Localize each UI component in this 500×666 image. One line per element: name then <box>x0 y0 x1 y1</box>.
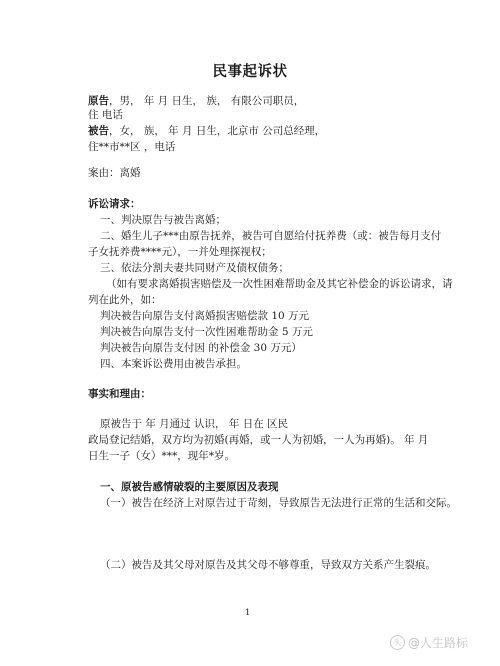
plaintiff-line-2: 住 电话 <box>88 109 123 121</box>
claim-line: 二、婚生儿子***由原告抚养，被告可自愿给付抚养费（或：被告每月支付 <box>100 230 442 242</box>
claim-line: 列在此外，如： <box>88 294 162 306</box>
section-heading: 一、原被告感情破裂的主要原因及表现 <box>100 481 279 493</box>
claim-line: 子女抚养费****元），一并处理探视权； <box>88 246 272 258</box>
facts-line: 日生一子（女）***，现年*岁。 <box>88 450 235 462</box>
watermark-logo-icon: 头 <box>390 635 405 650</box>
claim-line: 四、本案诉讼费用由被告承担。 <box>100 358 247 370</box>
watermark-text: @人生路标 <box>408 636 469 650</box>
watermark <box>390 634 468 651</box>
claim-line: 判决被告向原告支付因 的补偿金 30 万元） <box>100 342 302 354</box>
claims-heading: 诉讼请求： <box>88 198 141 210</box>
facts-line: 原被告于 年 月通过 认识， 年 日在 区民 <box>100 418 289 430</box>
section-line: （二）被告及其父母对原告及其父母不够尊重，导致双方关系产生裂痕。 <box>100 559 436 571</box>
plaintiff-label: 原告 <box>88 95 109 107</box>
defendant-line-2: 住**市**区 ，电话 <box>88 141 176 153</box>
plaintiff-line-1 <box>88 94 304 108</box>
claim-line: 判决被告向原告支付一次性困难帮助金 5 万元 <box>100 326 313 338</box>
claim-line: 一、判决原告与被告离婚； <box>100 214 226 226</box>
case-cause: 案由：离婚 <box>88 167 141 179</box>
defendant-line-1 <box>88 124 325 138</box>
defendant-label: 被告 <box>88 125 109 137</box>
defendant-details: ，女， 族， 年 月 日生，北京市 公司总经理， <box>109 125 326 137</box>
claim-line: 判决被告向原告支付离婚损害赔偿款 10 万元 <box>100 310 310 322</box>
document-title: 民事起诉状 <box>212 63 288 80</box>
facts-line: 政局登记结婚，双方均为初婚(再婚，或一人为初婚，一人为再婚)。 年 月 <box>88 434 429 446</box>
section-line: （一）被告在经济上对原告过于苛刻，导致原告无法进行正常的生活和交际。 <box>100 497 457 509</box>
page-number: 1 <box>245 608 251 618</box>
claim-line: （如有要求离婚损害赔偿及一次性困难帮助金及其它补偿金的诉讼请求，请 <box>106 278 453 290</box>
plaintiff-details: ，男， 年 月 日生， 族， 有限公司职员， <box>109 95 305 107</box>
facts-heading: 事实和理由： <box>88 388 151 400</box>
claim-line: 三、依法分割夫妻共同财产及债权债务； <box>100 262 289 274</box>
